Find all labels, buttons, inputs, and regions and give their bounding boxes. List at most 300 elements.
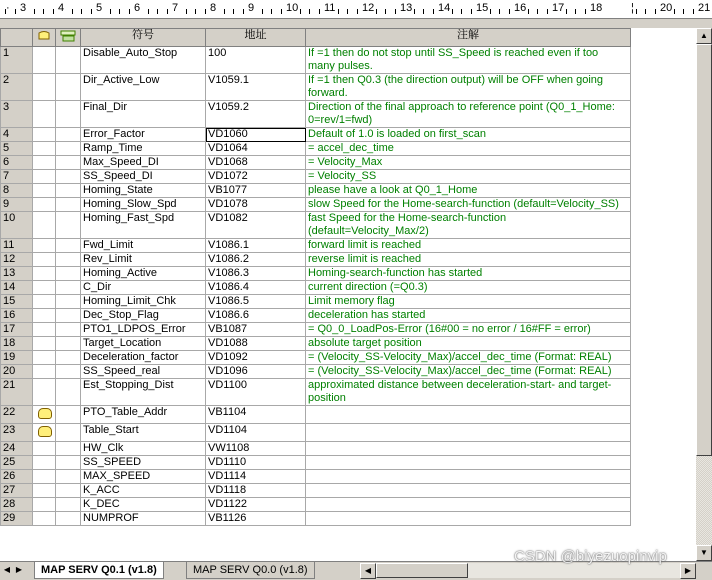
symbol-table: [0, 28, 631, 526]
address-cell[interactable]: V1059.1: [206, 74, 306, 101]
ruler-tick: [674, 9, 675, 14]
ruler-number: 9: [248, 2, 255, 14]
overlap-icon-cell[interactable]: [56, 142, 81, 156]
symbol-cell[interactable]: Homing_State: [81, 184, 206, 198]
table-row[interactable]: [1, 184, 631, 198]
table-row[interactable]: [1, 337, 631, 351]
table-row[interactable]: [1, 170, 631, 184]
overlap-icon-cell[interactable]: [56, 498, 81, 512]
overlap-icon-cell[interactable]: [56, 442, 81, 456]
overlap-icon-cell[interactable]: [56, 323, 81, 337]
row-number: 29: [1, 512, 33, 526]
table-row[interactable]: [1, 253, 631, 267]
ruler-tick: [15, 9, 16, 14]
symbol-cell[interactable]: Homing_Limit_Chk: [81, 295, 206, 309]
ruler-number: 7: [172, 2, 179, 14]
row-number: 12: [1, 253, 33, 267]
address-cell[interactable]: VB1104: [206, 406, 306, 424]
comment-cell[interactable]: [306, 456, 631, 470]
ruler-tick: [119, 9, 120, 14]
symbol-cell[interactable]: Dir_Active_Low: [81, 74, 206, 101]
symbol-cell[interactable]: MAX_SPEED: [81, 470, 206, 484]
row-number: 10: [1, 212, 33, 239]
table-row[interactable]: [1, 198, 631, 212]
comment-cell[interactable]: Direction of the final approach to reference point (Q0_1_Home: 0=rev/1=fwd): [306, 101, 631, 128]
ruler-tick: [645, 9, 646, 14]
table-row[interactable]: [1, 470, 631, 484]
comment-cell[interactable]: Limit memory flag: [306, 295, 631, 309]
ruler-tick: [205, 9, 206, 14]
ruler-tick: [262, 9, 263, 14]
table-row[interactable]: [1, 309, 631, 323]
address-cell[interactable]: VD1072: [206, 170, 306, 184]
row-number: 5: [1, 142, 33, 156]
ruler-number: 8: [210, 2, 217, 14]
address-cell[interactable]: 100: [206, 47, 306, 74]
symbol-cell[interactable]: Homing_Slow_Spd: [81, 198, 206, 212]
ruler-tick: [319, 9, 320, 14]
horizontal-scroll-thumb[interactable]: [376, 563, 468, 578]
comment-cell[interactable]: [306, 484, 631, 498]
ruler-tick: [385, 9, 386, 14]
symbol-column-header[interactable]: 符号: [81, 29, 206, 47]
symbol-cell[interactable]: Final_Dir: [81, 101, 206, 128]
object-icon-cell[interactable]: [33, 323, 56, 337]
ruler-tick: [224, 9, 225, 14]
overlap-icon-cell[interactable]: [56, 295, 81, 309]
object-icon-cell[interactable]: [33, 365, 56, 379]
object-icon-cell[interactable]: [33, 351, 56, 365]
comment-cell[interactable]: deceleration has started: [306, 309, 631, 323]
ruler-tick: [452, 9, 453, 14]
table-row[interactable]: [1, 142, 631, 156]
address-cell[interactable]: V1086.2: [206, 253, 306, 267]
table-row[interactable]: [1, 295, 631, 309]
overlap-icon-cell[interactable]: [56, 74, 81, 101]
object-type-icon: [37, 30, 51, 41]
table-row[interactable]: [1, 498, 631, 512]
ruler-tick: [528, 9, 529, 14]
address-cell[interactable]: V1086.5: [206, 295, 306, 309]
table-row[interactable]: [1, 267, 631, 281]
object-icon-cell[interactable]: [33, 379, 56, 406]
comment-cell[interactable]: = accel_dec_time: [306, 142, 631, 156]
ruler-tick: [72, 9, 73, 14]
object-icon-cell[interactable]: [33, 142, 56, 156]
symbol-cell[interactable]: K_DEC: [81, 498, 206, 512]
address-cell[interactable]: VW1108: [206, 442, 306, 456]
symbol-cell[interactable]: K_ACC: [81, 484, 206, 498]
table-row[interactable]: [1, 365, 631, 379]
ruler-number: 6: [134, 2, 141, 14]
comment-cell[interactable]: If =1 then do not stop until SS_Speed is reached even if too many pulses.: [306, 47, 631, 74]
vertical-scrollbar[interactable]: [696, 28, 712, 561]
object-icon-cell[interactable]: [33, 424, 56, 442]
object-icon-cell[interactable]: [33, 281, 56, 295]
table-row[interactable]: [1, 424, 631, 442]
row-number: 28: [1, 498, 33, 512]
address-cell[interactable]: VD1114: [206, 470, 306, 484]
symbol-cell[interactable]: Est_Stopping_Dist: [81, 379, 206, 406]
address-cell[interactable]: V1059.2: [206, 101, 306, 128]
symbol-cell[interactable]: HW_Clk: [81, 442, 206, 456]
object-icon-cell[interactable]: [33, 484, 56, 498]
row-number: 16: [1, 309, 33, 323]
ruler-tick: [110, 9, 111, 14]
tab-next-icon[interactable]: ▶: [15, 565, 23, 574]
rownum-header: [1, 29, 33, 47]
ruler-tick: [34, 9, 35, 14]
symbol-cell[interactable]: Target_Location: [81, 337, 206, 351]
ruler-number: 17: [552, 2, 565, 14]
ruler-number: 11: [324, 2, 336, 14]
ruler-tick: [547, 9, 548, 14]
address-cell[interactable]: VD1082: [206, 212, 306, 239]
overlap-icon-cell[interactable]: [56, 184, 81, 198]
object-icon-cell[interactable]: [33, 74, 56, 101]
row-number: 25: [1, 456, 33, 470]
comment-column-header[interactable]: 注解: [306, 29, 631, 47]
ruler-separator: [0, 20, 712, 28]
object-icon-cell[interactable]: [33, 128, 56, 142]
address-cell[interactable]: VD1078: [206, 198, 306, 212]
comment-cell[interactable]: forward limit is reached: [306, 239, 631, 253]
ruler-tick: [585, 9, 586, 14]
ruler-tick: [490, 9, 491, 14]
ruler-tick: [376, 9, 377, 14]
overlap-icon-cell[interactable]: [56, 309, 81, 323]
row-number: 14: [1, 281, 33, 295]
comment-cell[interactable]: [306, 512, 631, 526]
comment-cell[interactable]: = (Velocity_SS-Velocity_Max)/accel_dec_time (Format: REAL): [306, 351, 631, 365]
ruler-tick: [300, 9, 301, 14]
table-row[interactable]: [1, 212, 631, 239]
overlap-icon-cell[interactable]: [56, 267, 81, 281]
address-cell[interactable]: VD1118: [206, 484, 306, 498]
comment-cell[interactable]: absolute target position: [306, 337, 631, 351]
table-row[interactable]: [1, 156, 631, 170]
comment-cell[interactable]: [306, 424, 631, 442]
comment-cell[interactable]: current direction (=Q0.3): [306, 281, 631, 295]
table-row[interactable]: [1, 484, 631, 498]
table-row[interactable]: [1, 323, 631, 337]
ruler-tick: [5, 9, 6, 14]
comment-cell[interactable]: = (Velocity_SS-Velocity_Max)/accel_dec_time (Format: REAL): [306, 365, 631, 379]
ruler-right-marker: ¦: [631, 2, 634, 14]
row-number: 21: [1, 379, 33, 406]
symbol-cell[interactable]: Homing_Active: [81, 267, 206, 281]
overlap-icon-header[interactable]: [56, 29, 81, 47]
ruler-tick: [338, 9, 339, 14]
symbol-table-area: [0, 28, 696, 561]
table-row[interactable]: [1, 379, 631, 406]
ruler-tick: [357, 9, 358, 14]
table-row[interactable]: [1, 101, 631, 128]
object-icon-cell[interactable]: [33, 239, 56, 253]
table-row[interactable]: [1, 128, 631, 142]
ruler-tick: [566, 9, 567, 14]
row-number: 15: [1, 295, 33, 309]
row-number: 8: [1, 184, 33, 198]
address-cell[interactable]: VD1064: [206, 142, 306, 156]
horizontal-scrollbar[interactable]: [360, 563, 696, 578]
overlap-icon-cell[interactable]: [56, 456, 81, 470]
overlap-icon-cell[interactable]: [56, 484, 81, 498]
ruler-tick: [81, 9, 82, 14]
table-row[interactable]: [1, 47, 631, 74]
address-cell[interactable]: VB1087: [206, 323, 306, 337]
symbol-cell[interactable]: PTO1_LDPOS_Error: [81, 323, 206, 337]
symbol-cell[interactable]: SS_Speed_real: [81, 365, 206, 379]
address-cell[interactable]: VD1110: [206, 456, 306, 470]
overlap-icon-cell[interactable]: [56, 170, 81, 184]
table-row[interactable]: [1, 74, 631, 101]
table-row[interactable]: [1, 456, 631, 470]
object-icon-cell[interactable]: [33, 101, 56, 128]
object-icon-cell[interactable]: [33, 406, 56, 424]
table-row[interactable]: [1, 239, 631, 253]
ruler-tick: [157, 9, 158, 14]
overlap-icon-cell[interactable]: [56, 198, 81, 212]
object-icon-cell[interactable]: [33, 442, 56, 456]
comment-cell[interactable]: Default of 1.0 is loaded on first_scan: [306, 128, 631, 142]
row-number: 11: [1, 239, 33, 253]
object-icon-cell[interactable]: [33, 184, 56, 198]
row-number: 2: [1, 74, 33, 101]
tab-map-serv-q01[interactable]: MAP SERV Q0.1 (v1.8): [34, 562, 164, 579]
ruler-tick: [433, 9, 434, 14]
scroll-down-button[interactable]: ▼: [696, 545, 712, 561]
object-icon-cell[interactable]: [33, 156, 56, 170]
table-row[interactable]: [1, 406, 631, 424]
overlap-icon-cell[interactable]: [56, 379, 81, 406]
symbol-cell[interactable]: Ramp_Time: [81, 142, 206, 156]
ruler-tick: [471, 9, 472, 14]
ruler-tick: [655, 9, 656, 14]
vertical-scroll-thumb[interactable]: [696, 44, 712, 456]
symbol-cell[interactable]: Dec_Stop_Flag: [81, 309, 206, 323]
symbol-cell[interactable]: C_Dir: [81, 281, 206, 295]
ruler-tick: [43, 9, 44, 14]
ruler-tick: [683, 9, 684, 14]
row-number: 27: [1, 484, 33, 498]
symbol-cell[interactable]: Table_Start: [81, 424, 206, 442]
ruler-number: 5: [96, 2, 103, 14]
watermark-text: CSDN @biyezuopinvip: [514, 548, 667, 565]
symbol-cell[interactable]: NUMPROF: [81, 512, 206, 526]
address-cell[interactable]: VD1092: [206, 351, 306, 365]
row-number: 19: [1, 351, 33, 365]
address-cell[interactable]: VD1104: [206, 424, 306, 442]
object-icon-cell[interactable]: [33, 267, 56, 281]
address-cell[interactable]: V1086.1: [206, 239, 306, 253]
symbol-cell[interactable]: Max_Speed_DI: [81, 156, 206, 170]
row-number: 13: [1, 267, 33, 281]
comment-cell[interactable]: [306, 406, 631, 424]
comment-cell[interactable]: [306, 470, 631, 484]
overlap-icon-cell[interactable]: [56, 351, 81, 365]
object-icon-cell[interactable]: [33, 295, 56, 309]
scroll-up-button[interactable]: ▲: [696, 28, 712, 44]
address-cell[interactable]: V1086.6: [206, 309, 306, 323]
row-number: 7: [1, 170, 33, 184]
overlap-icon-cell[interactable]: [56, 365, 81, 379]
comment-cell[interactable]: slow Speed for the Home-search-function (default=Velocity_SS): [306, 198, 631, 212]
symbol-cell[interactable]: SS_Speed_DI: [81, 170, 206, 184]
comment-cell[interactable]: reverse limit is reached: [306, 253, 631, 267]
ruler-tick: [423, 9, 424, 14]
overlap-icon-cell[interactable]: [56, 406, 81, 424]
comment-cell[interactable]: [306, 498, 631, 512]
overlap-icon-cell[interactable]: [56, 156, 81, 170]
symbol-cell[interactable]: Homing_Fast_Spd: [81, 212, 206, 239]
ruler-tick: [414, 9, 415, 14]
comment-cell[interactable]: = Velocity_SS: [306, 170, 631, 184]
object-icon-cell[interactable]: [33, 170, 56, 184]
ruler-tick: [91, 9, 92, 14]
object-icon-cell[interactable]: [33, 470, 56, 484]
address-cell[interactable]: VB1077: [206, 184, 306, 198]
symbol-cell[interactable]: Disable_Auto_Stop: [81, 47, 206, 74]
table-header-row: [1, 29, 631, 47]
ruler-number: 16: [514, 2, 527, 14]
comment-cell[interactable]: = Velocity_Max: [306, 156, 631, 170]
object-icon-cell[interactable]: [33, 498, 56, 512]
comment-cell[interactable]: fast Speed for the Home-search-function (default=Velocity_Max/2): [306, 212, 631, 239]
table-row[interactable]: [1, 442, 631, 456]
row-number: 22: [1, 406, 33, 424]
object-icon-cell[interactable]: [33, 198, 56, 212]
overlap-icon-cell[interactable]: [56, 101, 81, 128]
ruler-tick: [233, 9, 234, 14]
address-cell[interactable]: V1086.4: [206, 281, 306, 295]
ruler-number: 14: [438, 2, 451, 14]
row-number: 20: [1, 365, 33, 379]
row-number: 6: [1, 156, 33, 170]
symbol-cell[interactable]: Fwd_Limit: [81, 239, 206, 253]
comment-cell[interactable]: [306, 442, 631, 456]
ruler-tick: [693, 9, 694, 14]
address-column-header[interactable]: 地址: [206, 29, 306, 47]
ruler-tick: [537, 9, 538, 14]
ruler-number: 12: [362, 2, 375, 14]
ruler-tick: [167, 9, 168, 14]
ruler-tick: [309, 9, 310, 14]
comment-cell[interactable]: If =1 then Q0.3 (the direction output) will be OFF when going forward.: [306, 74, 631, 101]
address-cell[interactable]: VD1060: [206, 128, 306, 142]
object-icon-cell[interactable]: [33, 212, 56, 239]
tab-prev-icon[interactable]: ◀: [3, 565, 11, 574]
row-number: 9: [1, 198, 33, 212]
object-icon-header[interactable]: [33, 29, 56, 47]
overlap-icon-cell[interactable]: [56, 512, 81, 526]
ruler-tick: [395, 9, 396, 14]
symbol-cell[interactable]: Error_Factor: [81, 128, 206, 142]
address-cell[interactable]: VD1088: [206, 337, 306, 351]
object-icon-cell[interactable]: [33, 456, 56, 470]
ruler-left-marker: ·: [6, 2, 10, 14]
ruler-number: 21: [698, 2, 711, 14]
scroll-right-button[interactable]: ▶: [680, 563, 696, 579]
ruler-number: 3: [20, 2, 27, 14]
ruler-number: 15: [476, 2, 489, 14]
overlap-icon-cell[interactable]: [56, 253, 81, 267]
row-number: 18: [1, 337, 33, 351]
object-icon-cell[interactable]: [33, 47, 56, 74]
ruler-tick: [636, 9, 637, 14]
overlap-icon-cell[interactable]: [56, 128, 81, 142]
comment-cell[interactable]: = Q0_0_LoadPos-Error (16#00 = no error / 16#FF = error): [306, 323, 631, 337]
object-icon-cell[interactable]: [33, 337, 56, 351]
row-number: 1: [1, 47, 33, 74]
symbol-cell[interactable]: SS_SPEED: [81, 456, 206, 470]
overlap-icon-cell[interactable]: [56, 337, 81, 351]
comment-cell[interactable]: Homing-search-function has started: [306, 267, 631, 281]
ruler-number: 20: [660, 2, 673, 14]
comment-cell[interactable]: please have a look at Q0_1_Home: [306, 184, 631, 198]
ruler-tick: [195, 9, 196, 14]
object-symbol-icon: [38, 408, 52, 419]
ruler-tick: [53, 9, 54, 14]
address-cell[interactable]: VD1068: [206, 156, 306, 170]
object-icon-cell[interactable]: [33, 309, 56, 323]
ruler-number: 4: [58, 2, 65, 14]
ruler-tick: [347, 9, 348, 14]
row-number: 17: [1, 323, 33, 337]
address-cell[interactable]: VB1126: [206, 512, 306, 526]
row-number: 4: [1, 128, 33, 142]
ruler-tick: [461, 9, 462, 14]
address-cell[interactable]: VD1096: [206, 365, 306, 379]
symbol-cell[interactable]: PTO_Table_Addr: [81, 406, 206, 424]
symbol-cell[interactable]: Rev_Limit: [81, 253, 206, 267]
row-number: 26: [1, 470, 33, 484]
ruler-tick: [509, 9, 510, 14]
comment-cell[interactable]: approximated distance between deceleration-start- and target-position: [306, 379, 631, 406]
ruler-number: 10: [286, 2, 299, 14]
address-cell[interactable]: V1086.3: [206, 267, 306, 281]
table-row[interactable]: [1, 351, 631, 365]
ruler-tick: [281, 9, 282, 14]
overlap-icon-cell[interactable]: [56, 424, 81, 442]
overlap-icon-cell[interactable]: [56, 212, 81, 239]
overlap-icon-cell[interactable]: [56, 47, 81, 74]
address-cell[interactable]: VD1122: [206, 498, 306, 512]
row-number: 23: [1, 424, 33, 442]
object-icon-cell[interactable]: [33, 253, 56, 267]
ruler-number: 13: [400, 2, 413, 14]
symbol-cell[interactable]: Deceleration_factor: [81, 351, 206, 365]
scroll-left-button[interactable]: ◀: [360, 563, 376, 579]
ruler-tick: [129, 9, 130, 14]
ruler-tick: [575, 9, 576, 14]
address-cell[interactable]: VD1100: [206, 379, 306, 406]
ruler-tick: [271, 9, 272, 14]
table-row[interactable]: [1, 281, 631, 295]
column-ruler: [0, 0, 712, 19]
overlap-icon-cell[interactable]: [56, 281, 81, 295]
ruler-number: 18: [590, 2, 603, 14]
row-number: 24: [1, 442, 33, 456]
overlap-icon-cell[interactable]: [56, 470, 81, 484]
ruler-tick: [148, 9, 149, 14]
table-row[interactable]: [1, 512, 631, 526]
row-number: 3: [1, 101, 33, 128]
overlap-icon-cell[interactable]: [56, 239, 81, 253]
tab-map-serv-q00[interactable]: MAP SERV Q0.0 (v1.8): [186, 562, 315, 579]
object-symbol-icon: [38, 426, 52, 437]
object-icon-cell[interactable]: [33, 512, 56, 526]
